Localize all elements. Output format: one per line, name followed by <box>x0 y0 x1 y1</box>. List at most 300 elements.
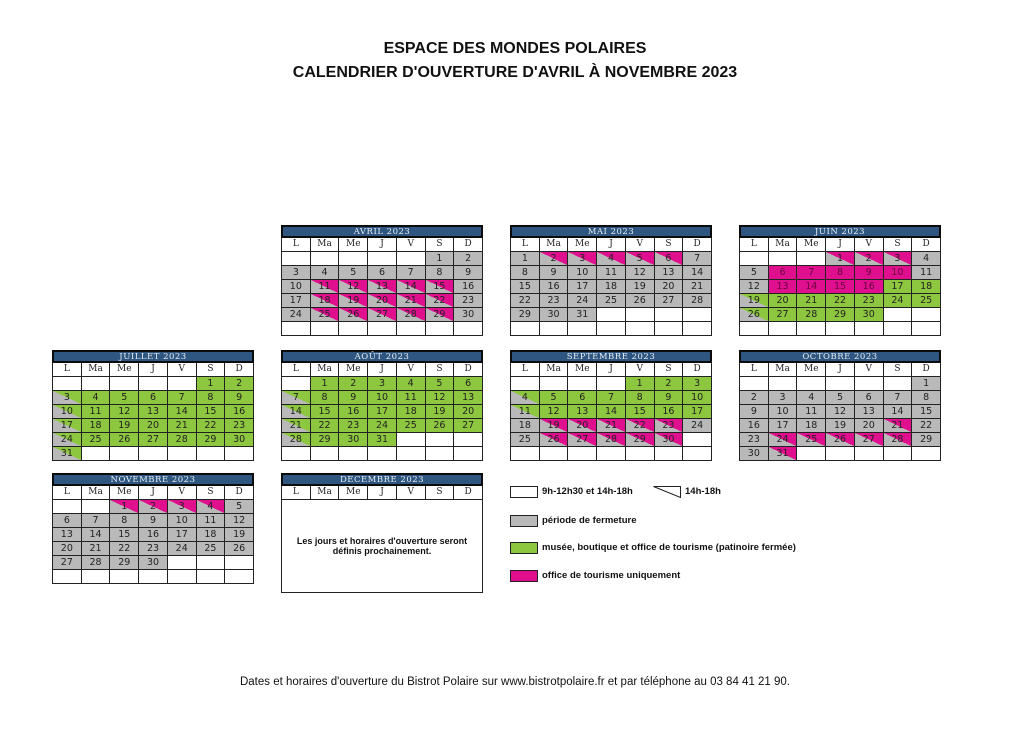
day-cell: 3 <box>368 377 397 391</box>
day-cell: 29 <box>197 433 226 447</box>
day-cell: 27 <box>454 419 483 433</box>
day-cell <box>884 377 913 391</box>
day-cell: 30 <box>454 308 483 322</box>
day-cell: 15 <box>197 405 226 419</box>
day-header: S <box>426 238 455 252</box>
day-cell: 24 <box>282 308 311 322</box>
day-cell: 20 <box>139 419 168 433</box>
day-cell <box>655 322 684 336</box>
day-cell: 4 <box>597 252 626 266</box>
day-cell: 8 <box>426 266 455 280</box>
day-header: Ma <box>540 238 569 252</box>
day-header: D <box>225 363 254 377</box>
day-cell <box>683 322 712 336</box>
day-cell: 12 <box>540 405 569 419</box>
day-cell: 20 <box>454 405 483 419</box>
day-cell <box>197 447 226 461</box>
day-cell: 6 <box>855 391 884 405</box>
day-header: J <box>826 363 855 377</box>
day-cell <box>168 447 197 461</box>
month-header: AOÛT 2023 <box>281 350 483 363</box>
day-cell: 21 <box>597 419 626 433</box>
day-header: S <box>197 363 226 377</box>
day-cell: 14 <box>397 280 426 294</box>
day-cell: 5 <box>339 266 368 280</box>
day-cell: 25 <box>797 433 826 447</box>
day-cell: 27 <box>139 433 168 447</box>
day-cell: 23 <box>855 294 884 308</box>
day-cell: 2 <box>339 377 368 391</box>
day-cell: 7 <box>397 266 426 280</box>
day-cell: 26 <box>110 433 139 447</box>
day-header: Me <box>568 238 597 252</box>
day-cell: 14 <box>683 266 712 280</box>
day-cell: 29 <box>912 433 941 447</box>
day-cell <box>540 322 569 336</box>
day-cell: 1 <box>912 377 941 391</box>
day-cell: 13 <box>454 391 483 405</box>
day-cell: 10 <box>884 266 913 280</box>
month-grid <box>739 363 941 461</box>
day-cell: 31 <box>53 447 82 461</box>
day-cell: 21 <box>797 294 826 308</box>
day-cell: 1 <box>626 377 655 391</box>
day-header: L <box>282 486 311 500</box>
month-grid <box>739 238 941 336</box>
day-cell <box>368 252 397 266</box>
day-cell: 18 <box>511 419 540 433</box>
month-december <box>281 473 483 593</box>
day-cell: 11 <box>82 405 111 419</box>
day-cell <box>110 447 139 461</box>
day-cell <box>197 570 226 584</box>
day-header: D <box>225 486 254 500</box>
day-cell <box>912 322 941 336</box>
month-grid <box>510 363 712 461</box>
month-header: OCTOBRE 2023 <box>739 350 941 363</box>
day-cell: 28 <box>282 433 311 447</box>
day-cell <box>454 433 483 447</box>
day-cell: 24 <box>53 433 82 447</box>
day-cell <box>282 447 311 461</box>
day-header: Me <box>797 363 826 377</box>
day-cell: 11 <box>597 266 626 280</box>
legend-white-label: 9h-12h30 et 14h-18h <box>542 486 633 497</box>
day-cell: 18 <box>397 405 426 419</box>
day-cell <box>139 570 168 584</box>
day-cell: 24 <box>884 294 913 308</box>
day-cell <box>397 252 426 266</box>
day-cell: 17 <box>769 419 798 433</box>
day-cell: 21 <box>282 419 311 433</box>
day-cell: 19 <box>540 419 569 433</box>
day-header: V <box>855 238 884 252</box>
day-header: S <box>655 238 684 252</box>
day-cell: 2 <box>740 391 769 405</box>
day-cell: 23 <box>339 419 368 433</box>
day-header: D <box>912 363 941 377</box>
day-cell <box>426 322 455 336</box>
day-cell: 25 <box>197 542 226 556</box>
month-3 <box>52 350 254 461</box>
day-cell: 5 <box>740 266 769 280</box>
day-cell <box>225 556 254 570</box>
day-header: J <box>368 363 397 377</box>
day-cell: 27 <box>568 433 597 447</box>
day-cell <box>311 252 340 266</box>
month-header: MAI 2023 <box>510 225 712 238</box>
day-cell: 9 <box>225 391 254 405</box>
day-cell: 20 <box>568 419 597 433</box>
day-cell <box>339 252 368 266</box>
month-header: JUIN 2023 <box>739 225 941 238</box>
day-cell: 2 <box>655 377 684 391</box>
day-cell: 14 <box>168 405 197 419</box>
day-cell: 19 <box>225 528 254 542</box>
day-cell <box>769 322 798 336</box>
day-cell <box>540 377 569 391</box>
day-cell: 22 <box>626 419 655 433</box>
day-cell: 23 <box>454 294 483 308</box>
day-header: J <box>139 363 168 377</box>
day-cell: 22 <box>110 542 139 556</box>
day-cell <box>826 322 855 336</box>
day-cell: 14 <box>282 405 311 419</box>
day-header: Me <box>797 238 826 252</box>
day-cell: 1 <box>311 377 340 391</box>
day-header: D <box>683 363 712 377</box>
day-cell: 26 <box>826 433 855 447</box>
day-header: S <box>426 486 455 500</box>
day-cell: 22 <box>311 419 340 433</box>
day-cell: 4 <box>197 500 226 514</box>
day-cell: 29 <box>110 556 139 570</box>
day-cell: 25 <box>397 419 426 433</box>
day-cell: 16 <box>139 528 168 542</box>
day-cell: 18 <box>912 280 941 294</box>
day-cell: 7 <box>797 266 826 280</box>
day-cell <box>683 433 712 447</box>
month-2 <box>739 225 941 336</box>
day-cell: 14 <box>597 405 626 419</box>
day-cell: 29 <box>626 433 655 447</box>
day-cell: 20 <box>368 294 397 308</box>
day-header: V <box>626 238 655 252</box>
day-cell: 17 <box>683 405 712 419</box>
day-cell <box>626 308 655 322</box>
day-cell <box>53 570 82 584</box>
day-cell: 20 <box>769 294 798 308</box>
day-cell <box>797 322 826 336</box>
legend-split-swatch <box>653 486 681 498</box>
day-cell <box>597 447 626 461</box>
day-cell <box>82 570 111 584</box>
day-cell: 20 <box>655 280 684 294</box>
day-cell: 21 <box>683 280 712 294</box>
day-cell: 10 <box>683 391 712 405</box>
day-cell <box>282 252 311 266</box>
day-cell: 13 <box>139 405 168 419</box>
day-cell: 9 <box>454 266 483 280</box>
day-cell: 17 <box>282 294 311 308</box>
day-cell: 20 <box>855 419 884 433</box>
day-header: Me <box>110 486 139 500</box>
month-grid <box>510 238 712 336</box>
day-cell: 3 <box>683 377 712 391</box>
day-cell: 16 <box>225 405 254 419</box>
day-cell: 29 <box>511 308 540 322</box>
legend-grey-label: période de fermeture <box>542 515 637 526</box>
day-cell: 7 <box>597 391 626 405</box>
page-title: ESPACE DES MONDES POLAIRES <box>383 40 647 57</box>
day-cell <box>82 447 111 461</box>
day-cell: 18 <box>197 528 226 542</box>
day-cell: 6 <box>139 391 168 405</box>
day-cell: 8 <box>197 391 226 405</box>
day-cell: 23 <box>139 542 168 556</box>
day-cell: 24 <box>568 294 597 308</box>
day-cell <box>769 377 798 391</box>
day-cell: 26 <box>740 308 769 322</box>
day-cell <box>339 322 368 336</box>
day-cell: 8 <box>311 391 340 405</box>
day-cell: 24 <box>368 419 397 433</box>
day-cell: 18 <box>797 419 826 433</box>
month-header: NOVEMBRE 2023 <box>52 473 254 486</box>
day-header: L <box>282 238 311 252</box>
day-cell: 16 <box>655 405 684 419</box>
day-cell: 24 <box>168 542 197 556</box>
day-cell: 25 <box>597 294 626 308</box>
day-cell <box>797 447 826 461</box>
day-cell: 17 <box>884 280 913 294</box>
day-header: Ma <box>769 238 798 252</box>
day-cell <box>740 377 769 391</box>
day-cell: 3 <box>282 266 311 280</box>
day-cell <box>426 447 455 461</box>
day-cell <box>511 322 540 336</box>
day-cell: 14 <box>797 280 826 294</box>
day-cell: 5 <box>426 377 455 391</box>
day-header: Me <box>568 363 597 377</box>
day-cell: 27 <box>368 308 397 322</box>
day-cell: 7 <box>282 391 311 405</box>
day-cell: 22 <box>197 419 226 433</box>
day-cell <box>597 377 626 391</box>
day-cell: 22 <box>912 419 941 433</box>
day-cell <box>683 447 712 461</box>
day-cell: 16 <box>855 280 884 294</box>
day-cell: 5 <box>110 391 139 405</box>
day-cell: 12 <box>826 405 855 419</box>
day-header: V <box>397 363 426 377</box>
day-header: V <box>397 486 426 500</box>
day-header: D <box>454 486 483 500</box>
day-cell: 16 <box>740 419 769 433</box>
day-header: V <box>168 363 197 377</box>
day-cell: 9 <box>540 266 569 280</box>
day-cell <box>53 377 82 391</box>
day-cell: 15 <box>511 280 540 294</box>
legend-magenta-label: office de tourisme uniquement <box>542 570 681 581</box>
day-header: J <box>597 238 626 252</box>
day-cell: 6 <box>568 391 597 405</box>
day-cell: 30 <box>540 308 569 322</box>
day-cell: 27 <box>855 433 884 447</box>
day-header: Ma <box>311 486 340 500</box>
day-header: Ma <box>540 363 569 377</box>
day-cell: 30 <box>225 433 254 447</box>
day-cell: 19 <box>626 280 655 294</box>
day-cell: 13 <box>855 405 884 419</box>
day-header: S <box>655 363 684 377</box>
day-cell: 5 <box>225 500 254 514</box>
day-cell: 23 <box>740 433 769 447</box>
day-cell: 26 <box>339 308 368 322</box>
day-cell: 7 <box>82 514 111 528</box>
day-cell: 16 <box>339 405 368 419</box>
legend-white-swatch <box>510 486 538 498</box>
day-cell <box>454 447 483 461</box>
day-cell <box>511 447 540 461</box>
day-cell: 28 <box>683 294 712 308</box>
day-cell: 7 <box>168 391 197 405</box>
month-grid <box>281 238 483 336</box>
day-header: J <box>826 238 855 252</box>
day-cell: 11 <box>397 391 426 405</box>
legend-magenta-swatch <box>510 570 538 582</box>
day-cell: 17 <box>368 405 397 419</box>
day-cell <box>740 322 769 336</box>
day-cell: 30 <box>139 556 168 570</box>
day-cell: 8 <box>826 266 855 280</box>
month-5 <box>510 350 712 461</box>
day-cell <box>826 447 855 461</box>
month-grid <box>281 363 483 461</box>
day-header: Me <box>110 363 139 377</box>
day-cell: 3 <box>168 500 197 514</box>
day-cell: 15 <box>912 405 941 419</box>
day-header: S <box>884 238 913 252</box>
day-cell: 9 <box>139 514 168 528</box>
day-cell <box>597 322 626 336</box>
month-header: JUILLET 2023 <box>52 350 254 363</box>
day-cell: 13 <box>769 280 798 294</box>
day-cell: 3 <box>53 391 82 405</box>
day-cell <box>683 308 712 322</box>
day-cell: 17 <box>568 280 597 294</box>
day-cell: 22 <box>511 294 540 308</box>
day-cell <box>397 447 426 461</box>
day-cell: 17 <box>53 419 82 433</box>
day-cell: 17 <box>168 528 197 542</box>
day-cell: 26 <box>426 419 455 433</box>
day-cell: 20 <box>53 542 82 556</box>
day-cell: 19 <box>339 294 368 308</box>
day-cell: 18 <box>311 294 340 308</box>
day-cell: 2 <box>855 252 884 266</box>
day-cell: 7 <box>683 252 712 266</box>
day-cell: 10 <box>168 514 197 528</box>
day-cell: 1 <box>197 377 226 391</box>
day-header: Ma <box>311 363 340 377</box>
day-cell: 4 <box>797 391 826 405</box>
day-cell: 27 <box>53 556 82 570</box>
day-header: S <box>197 486 226 500</box>
day-cell <box>855 322 884 336</box>
day-cell <box>139 377 168 391</box>
day-cell: 9 <box>855 266 884 280</box>
day-cell <box>110 377 139 391</box>
day-cell <box>740 252 769 266</box>
day-cell: 1 <box>826 252 855 266</box>
day-header-row <box>281 486 483 500</box>
day-header: V <box>855 363 884 377</box>
day-cell: 15 <box>311 405 340 419</box>
day-header: Ma <box>82 486 111 500</box>
day-cell: 30 <box>740 447 769 461</box>
day-cell: 7 <box>884 391 913 405</box>
day-cell: 30 <box>339 433 368 447</box>
day-cell <box>797 377 826 391</box>
day-cell <box>511 377 540 391</box>
day-cell: 28 <box>168 433 197 447</box>
day-header: L <box>282 363 311 377</box>
day-cell: 19 <box>110 419 139 433</box>
day-cell: 19 <box>426 405 455 419</box>
day-cell <box>568 447 597 461</box>
day-cell: 8 <box>626 391 655 405</box>
day-cell: 16 <box>454 280 483 294</box>
day-cell <box>311 322 340 336</box>
day-header: D <box>454 238 483 252</box>
day-cell <box>655 308 684 322</box>
day-cell: 23 <box>225 419 254 433</box>
day-cell: 13 <box>568 405 597 419</box>
month-0 <box>281 225 483 336</box>
day-cell: 2 <box>454 252 483 266</box>
day-cell: 12 <box>225 514 254 528</box>
day-cell: 25 <box>511 433 540 447</box>
day-cell: 28 <box>82 556 111 570</box>
day-cell <box>884 322 913 336</box>
day-cell: 25 <box>912 294 941 308</box>
day-cell <box>397 322 426 336</box>
day-cell: 22 <box>426 294 455 308</box>
day-cell <box>426 433 455 447</box>
day-cell <box>454 322 483 336</box>
month-header: DECEMBRE 2023 <box>281 473 483 486</box>
day-cell: 15 <box>426 280 455 294</box>
day-cell: 13 <box>53 528 82 542</box>
day-header: D <box>912 238 941 252</box>
day-cell: 30 <box>855 308 884 322</box>
day-cell: 23 <box>540 294 569 308</box>
day-cell: 6 <box>769 266 798 280</box>
day-cell: 16 <box>540 280 569 294</box>
day-cell <box>225 447 254 461</box>
day-cell: 29 <box>826 308 855 322</box>
day-cell <box>769 252 798 266</box>
day-cell <box>855 377 884 391</box>
day-cell: 21 <box>82 542 111 556</box>
day-cell: 14 <box>884 405 913 419</box>
day-cell: 2 <box>540 252 569 266</box>
day-cell: 21 <box>168 419 197 433</box>
day-cell: 12 <box>339 280 368 294</box>
day-cell: 24 <box>769 433 798 447</box>
day-header: Me <box>339 486 368 500</box>
